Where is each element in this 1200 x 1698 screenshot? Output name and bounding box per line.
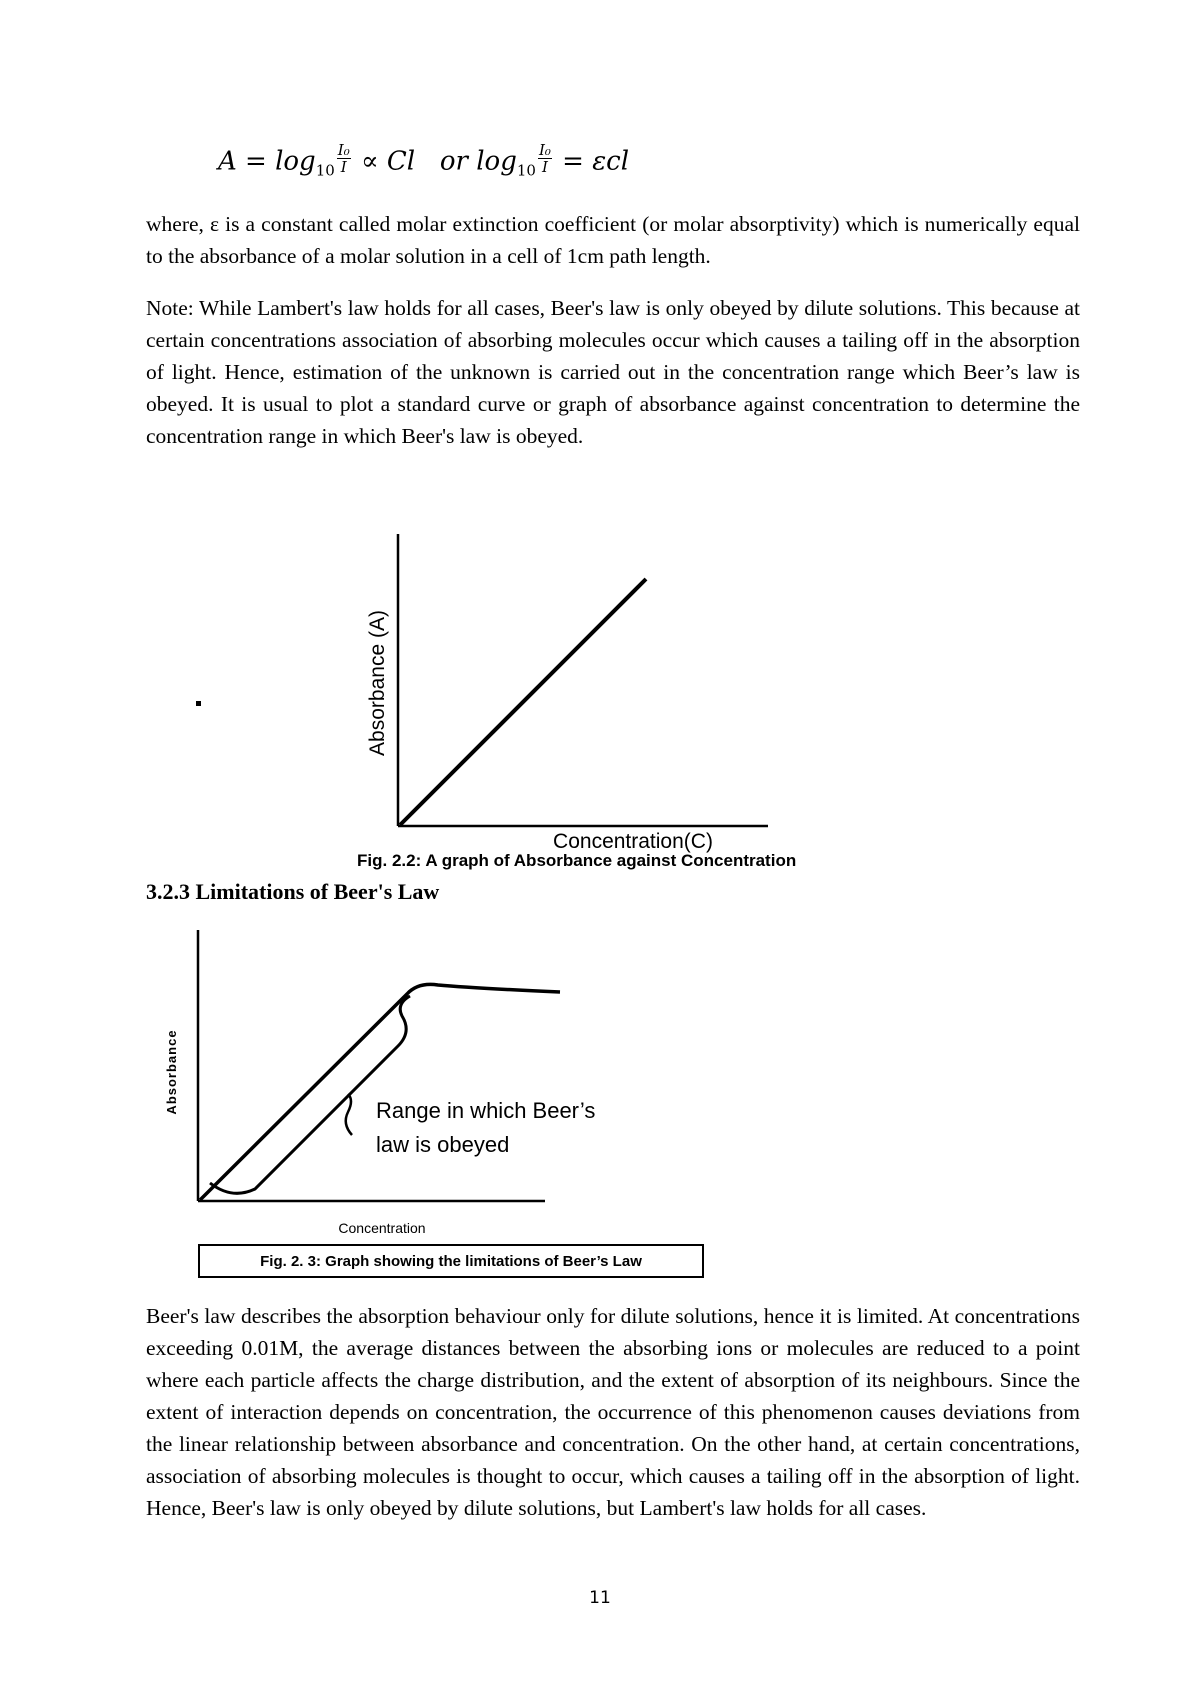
paragraph-note: Note: While Lambert's law holds for all cases, Beer's law is only obeyed by dilute solutions. This because at certain concentrations association of absorbing molecules occur which causes a tailing off in the absorption of light. Hence, estimation of the unknown is carried out in the concentration range which Beer’s law is obeyed. It is usual to plot a standard curve or graph of absorbance against concentration to determine the concentration range in which Beer's law is obeyed. xyxy=(146,296,1080,448)
fraction-2: $\frac{\text{I₀}}{I}$ xyxy=(538,141,551,176)
fraction-1: $\frac{\text{I₀}}{I}$ xyxy=(337,141,350,176)
fig2-brace xyxy=(346,1094,352,1135)
fig1-data-line xyxy=(400,579,646,825)
fig2-curve xyxy=(200,984,560,1200)
fig1-x-label: Concentration(C) xyxy=(553,830,713,853)
fig1-y-label: Absorbance (A) xyxy=(366,610,389,756)
figure2-caption-box xyxy=(198,1244,704,1278)
fig2-y-label: Absorbance xyxy=(164,1029,179,1115)
fig2-range-bracket xyxy=(210,996,410,1193)
beer-lambert-formula: $A = \log_{10}$ $\frac{\text{I₀}}{I}$ ∝ Cl or $\log_{10}$ $\frac{\text{I₀}}{I}$ = εcl xyxy=(218,141,630,180)
paragraph-definition: where, ε is a constant called molar extinction coefficient (or molar absorptivity) which is numerically equal to the absorbance of a molar solution in a cell of 1cm path length. xyxy=(146,212,1080,268)
page-number: 11 xyxy=(589,1588,611,1608)
section-heading: 3.2.3 Limitations of Beer's Law xyxy=(146,879,440,904)
figure1-caption: Fig. 2.2: A graph of Absorbance against Concentration xyxy=(357,851,797,870)
fig2-x-label: Concentration xyxy=(338,1220,426,1236)
paragraph-limitations: Beer's law describes the absorption behaviour only for dilute solutions, hence it is limited. At concentrations exceeding 0.01M, the average distances between the absorbing ions or molecules are reduced to a point where each particle affects the charge distribution, and the extent of absorption of its neighbours. Since the extent of interaction depends on concentration, the occurrence of this phenomenon causes deviations from the linear relationship between absorbance and concentration. On the other hand, at certain concentrations, association of absorbing molecules is thought to occur, which causes a tailing off in the absorption of light. Hence, Beer's law is only obeyed by dilute solutions, but Lambert's law holds for all cases. xyxy=(146,1304,1080,1520)
figure2-caption: Fig. 2. 3: Graph showing the limitations of Beer’s Law xyxy=(260,1253,642,1270)
fig2-annotation-line2: law is obeyed xyxy=(376,1132,510,1157)
fig2-annotation-line1: Range in which Beer’s xyxy=(376,1098,596,1123)
